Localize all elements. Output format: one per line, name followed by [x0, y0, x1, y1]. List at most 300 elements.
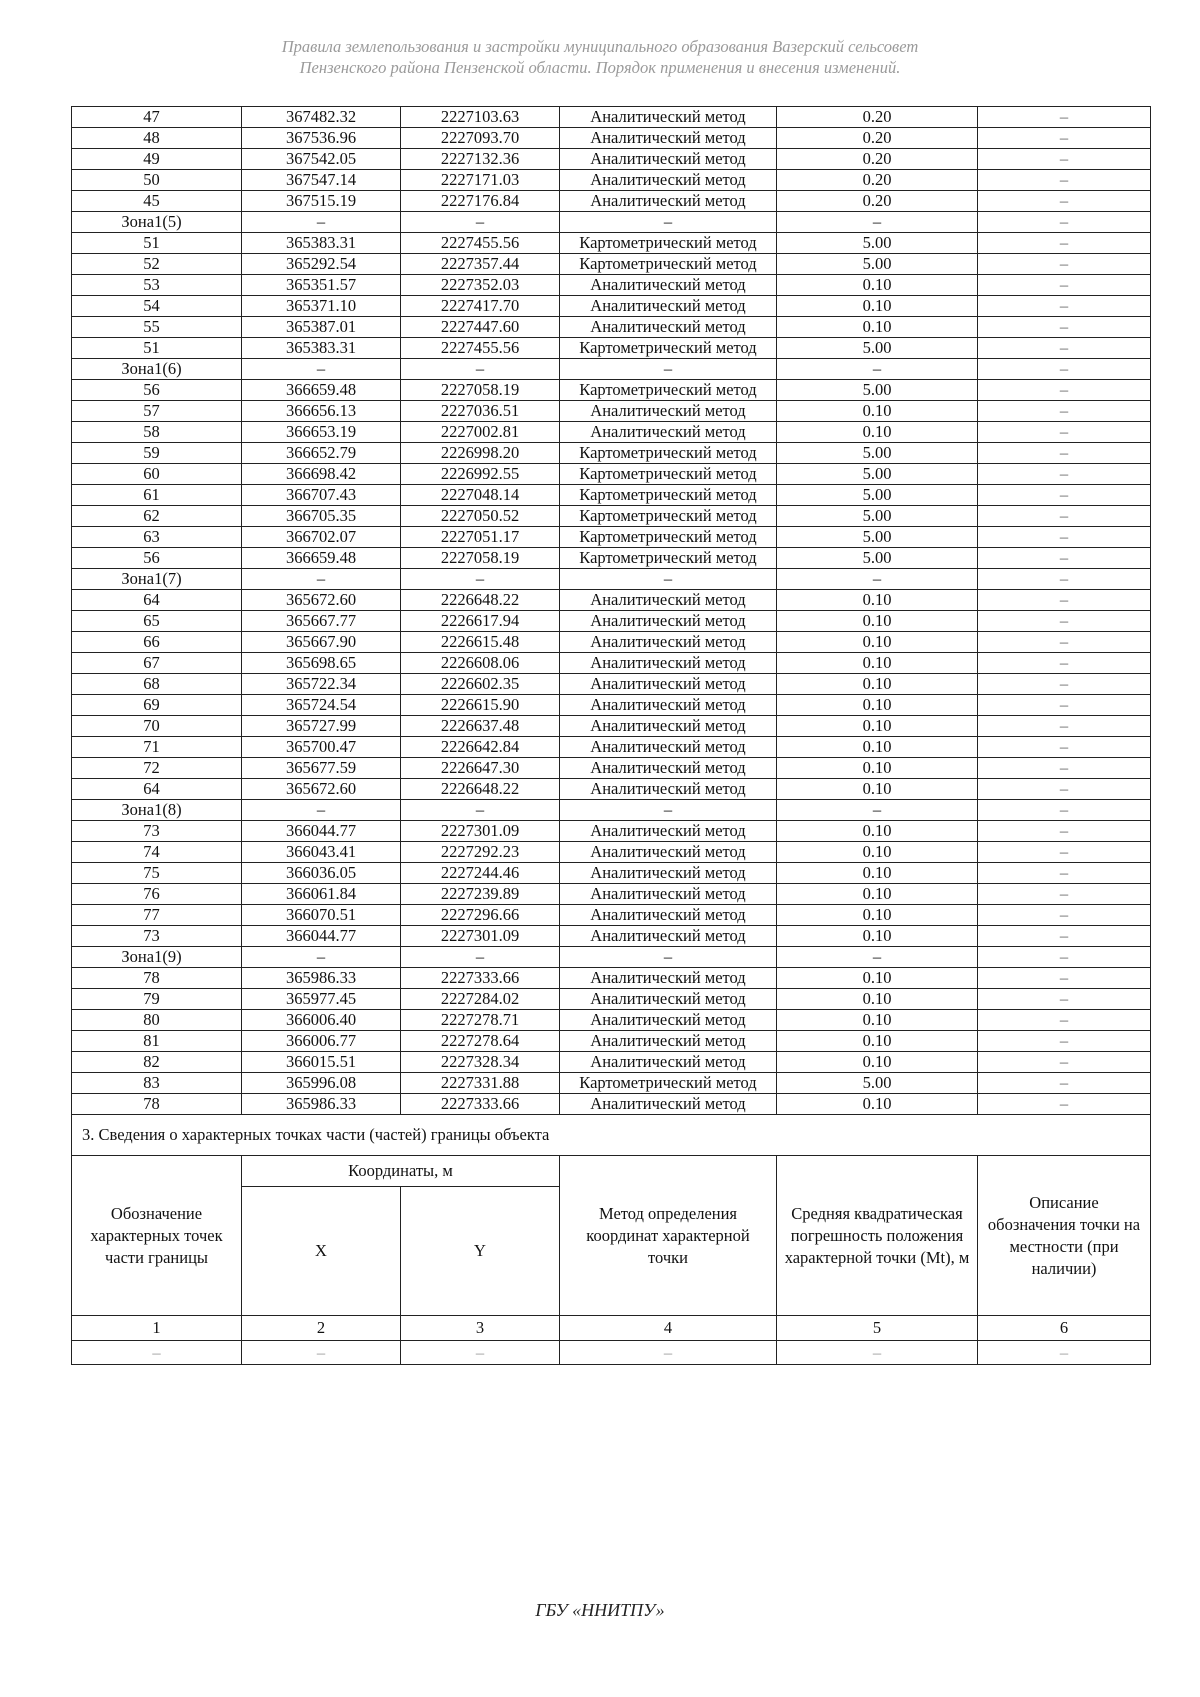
coord-y-cell: 2227058.19 — [401, 548, 560, 569]
table-row — [72, 233, 1151, 254]
table-row — [72, 107, 1151, 128]
description-cell: – — [978, 758, 1151, 779]
coord-x-cell: 366006.77 — [242, 1031, 401, 1052]
coord-x-cell: – — [242, 800, 401, 821]
coord-y-cell: 2226992.55 — [401, 464, 560, 485]
point-id-cell: 79 — [72, 989, 242, 1010]
method-cell: Картометрический метод — [560, 506, 777, 527]
coord-y-cell: – — [401, 212, 560, 233]
description-cell: – — [978, 800, 1151, 821]
error-cell: 5.00 — [777, 443, 978, 464]
description-cell: – — [978, 884, 1151, 905]
description-cell: – — [978, 170, 1151, 191]
coord-y-cell: 2227296.66 — [401, 905, 560, 926]
table-row — [72, 1073, 1151, 1094]
description-cell: – — [978, 611, 1151, 632]
coord-y-cell: 2227447.60 — [401, 317, 560, 338]
point-id-cell: 64 — [72, 779, 242, 800]
description-cell: – — [978, 674, 1151, 695]
error-cell: 0.10 — [777, 590, 978, 611]
description-cell: – — [978, 821, 1151, 842]
description-cell: – — [978, 842, 1151, 863]
method-cell: Аналитический метод — [560, 1094, 777, 1115]
section3-title-row — [72, 1115, 1151, 1156]
method-cell: Аналитический метод — [560, 926, 777, 947]
error-cell: 0.10 — [777, 821, 978, 842]
coord-x-cell: 366061.84 — [242, 884, 401, 905]
coord-x-cell: 365383.31 — [242, 338, 401, 359]
method-cell: Картометрический метод — [560, 443, 777, 464]
method-cell: Аналитический метод — [560, 779, 777, 800]
description-cell: – — [978, 359, 1151, 380]
point-id-cell: 51 — [72, 233, 242, 254]
description-cell: – — [978, 128, 1151, 149]
description-cell: – — [978, 1073, 1151, 1094]
section3-empty-row — [72, 1341, 1151, 1365]
error-cell: 0.10 — [777, 842, 978, 863]
error-cell: 0.10 — [777, 674, 978, 695]
point-id-cell: 68 — [72, 674, 242, 695]
coord-x-cell: 366015.51 — [242, 1052, 401, 1073]
error-cell: 0.20 — [777, 128, 978, 149]
method-cell: Картометрический метод — [560, 1073, 777, 1094]
header-line-1: Правила землепользования и застройки муниципального образования Вазерский сельсовет — [281, 37, 919, 56]
column-number: 1 — [72, 1316, 242, 1341]
point-id-cell: 76 — [72, 884, 242, 905]
header-line-2: Пензенского района Пензенской области. Порядок применения и внесения изменений. — [299, 58, 901, 77]
table-row — [72, 632, 1151, 653]
coord-y-cell: 2226608.06 — [401, 653, 560, 674]
point-id-cell: Зона1(8) — [72, 800, 242, 821]
point-id-cell: Зона1(5) — [72, 212, 242, 233]
table-row — [72, 317, 1151, 338]
method-cell: Картометрический метод — [560, 485, 777, 506]
coord-y-cell: – — [401, 800, 560, 821]
coord-x-cell: 366044.77 — [242, 821, 401, 842]
description-cell: – — [978, 443, 1151, 464]
coord-x-cell: 366702.07 — [242, 527, 401, 548]
error-cell: – — [777, 569, 978, 590]
method-cell: Аналитический метод — [560, 128, 777, 149]
table-row — [72, 254, 1151, 275]
coord-y-cell: 2226648.22 — [401, 590, 560, 611]
error-cell: 0.10 — [777, 758, 978, 779]
method-cell: Аналитический метод — [560, 401, 777, 422]
table-row — [72, 716, 1151, 737]
header-error: Средняя квадратическая погрешность положения характерной точки (Mt), м — [777, 1156, 978, 1316]
method-cell: Аналитический метод — [560, 653, 777, 674]
error-cell: 0.10 — [777, 716, 978, 737]
coord-y-cell: – — [401, 569, 560, 590]
coord-x-cell: 365698.65 — [242, 653, 401, 674]
description-cell: – — [978, 695, 1151, 716]
point-id-cell: 78 — [72, 1094, 242, 1115]
point-id-cell: 72 — [72, 758, 242, 779]
coord-y-cell: 2227301.09 — [401, 821, 560, 842]
table-row — [72, 947, 1151, 968]
coord-y-cell: 2226602.35 — [401, 674, 560, 695]
point-id-cell: 82 — [72, 1052, 242, 1073]
coord-x-cell: 365383.31 — [242, 233, 401, 254]
table-row — [72, 926, 1151, 947]
table-row — [72, 674, 1151, 695]
point-id-cell: Зона1(9) — [72, 947, 242, 968]
description-cell: – — [978, 527, 1151, 548]
error-cell: 0.10 — [777, 737, 978, 758]
coord-x-cell: 366070.51 — [242, 905, 401, 926]
method-cell: Картометрический метод — [560, 380, 777, 401]
description-cell: – — [978, 191, 1151, 212]
coord-y-cell: 2227455.56 — [401, 338, 560, 359]
point-id-cell: 55 — [72, 317, 242, 338]
table-row — [72, 737, 1151, 758]
coord-x-cell: 365351.57 — [242, 275, 401, 296]
table-row — [72, 506, 1151, 527]
description-cell: – — [978, 338, 1151, 359]
column-number: 4 — [560, 1316, 777, 1341]
description-cell: – — [978, 716, 1151, 737]
coord-x-cell: 366043.41 — [242, 842, 401, 863]
coord-y-cell: 2227278.64 — [401, 1031, 560, 1052]
method-cell: Аналитический метод — [560, 758, 777, 779]
method-cell: Аналитический метод — [560, 296, 777, 317]
coord-y-cell: 2227278.71 — [401, 1010, 560, 1031]
point-id-cell: 52 — [72, 254, 242, 275]
table-row — [72, 443, 1151, 464]
point-id-cell: 47 — [72, 107, 242, 128]
table-row — [72, 1010, 1151, 1031]
coord-y-cell: 2227301.09 — [401, 926, 560, 947]
point-id-cell: 61 — [72, 485, 242, 506]
description-cell: – — [978, 149, 1151, 170]
error-cell: – — [777, 800, 978, 821]
table-row — [72, 653, 1151, 674]
table-row — [72, 1094, 1151, 1115]
point-id-cell: 50 — [72, 170, 242, 191]
table-row — [72, 401, 1151, 422]
coord-x-cell: 366698.42 — [242, 464, 401, 485]
point-id-cell: 65 — [72, 611, 242, 632]
point-id-cell: 51 — [72, 338, 242, 359]
error-cell: 0.20 — [777, 191, 978, 212]
table-row — [72, 611, 1151, 632]
coord-y-cell: 2227058.19 — [401, 380, 560, 401]
table-row — [72, 905, 1151, 926]
description-cell: – — [978, 947, 1151, 968]
point-id-cell: 49 — [72, 149, 242, 170]
method-cell: Аналитический метод — [560, 737, 777, 758]
coord-x-cell: 366652.79 — [242, 443, 401, 464]
coord-x-cell: 365727.99 — [242, 716, 401, 737]
point-id-cell: Зона1(7) — [72, 569, 242, 590]
coord-x-cell: 367547.14 — [242, 170, 401, 191]
method-cell: Аналитический метод — [560, 1010, 777, 1031]
error-cell: 0.10 — [777, 1010, 978, 1031]
description-cell: – — [978, 926, 1151, 947]
table-row — [72, 527, 1151, 548]
description-cell: – — [978, 863, 1151, 884]
coord-y-cell: 2227357.44 — [401, 254, 560, 275]
coordinates-table-body — [72, 107, 1151, 1115]
column-number: 3 — [401, 1316, 560, 1341]
description-cell: – — [978, 905, 1151, 926]
table-row — [72, 884, 1151, 905]
description-cell: – — [978, 380, 1151, 401]
empty-cell: – — [401, 1341, 560, 1365]
table-row — [72, 842, 1151, 863]
description-cell: – — [978, 233, 1151, 254]
header-y: Y — [401, 1187, 560, 1316]
error-cell: 5.00 — [777, 1073, 978, 1094]
point-id-cell: 77 — [72, 905, 242, 926]
coord-y-cell: 2227328.34 — [401, 1052, 560, 1073]
coord-y-cell: 2227244.46 — [401, 863, 560, 884]
table-row — [72, 1052, 1151, 1073]
empty-cell: – — [72, 1341, 242, 1365]
coord-x-cell: 366656.13 — [242, 401, 401, 422]
coord-x-cell: 367515.19 — [242, 191, 401, 212]
coord-y-cell: 2227103.63 — [401, 107, 560, 128]
method-cell: Картометрический метод — [560, 527, 777, 548]
coord-y-cell: 2227051.17 — [401, 527, 560, 548]
table-row — [72, 275, 1151, 296]
point-id-cell: 66 — [72, 632, 242, 653]
error-cell: 0.10 — [777, 611, 978, 632]
table-row — [72, 1031, 1151, 1052]
point-id-cell: 56 — [72, 548, 242, 569]
error-cell: 5.00 — [777, 464, 978, 485]
section3-block — [72, 1115, 1151, 1365]
coord-x-cell: 366006.40 — [242, 1010, 401, 1031]
coord-y-cell: 2226617.94 — [401, 611, 560, 632]
point-id-cell: 58 — [72, 422, 242, 443]
method-cell: Аналитический метод — [560, 191, 777, 212]
point-id-cell: 83 — [72, 1073, 242, 1094]
coord-y-cell: 2227050.52 — [401, 506, 560, 527]
coord-x-cell: – — [242, 947, 401, 968]
coord-y-cell: 2227333.66 — [401, 1094, 560, 1115]
coord-x-cell: 365977.45 — [242, 989, 401, 1010]
error-cell: 0.10 — [777, 653, 978, 674]
table-row — [72, 170, 1151, 191]
description-cell: – — [978, 590, 1151, 611]
coord-y-cell: 2226647.30 — [401, 758, 560, 779]
error-cell: 0.10 — [777, 317, 978, 338]
error-cell: – — [777, 212, 978, 233]
table-row — [72, 191, 1151, 212]
coord-y-cell: 2227352.03 — [401, 275, 560, 296]
error-cell: 0.10 — [777, 296, 978, 317]
method-cell: Аналитический метод — [560, 611, 777, 632]
table-row — [72, 590, 1151, 611]
page-header — [0, 36, 1200, 78]
method-cell: Аналитический метод — [560, 275, 777, 296]
point-id-cell: 54 — [72, 296, 242, 317]
point-id-cell: 57 — [72, 401, 242, 422]
coord-x-cell: 365996.08 — [242, 1073, 401, 1094]
error-cell: 0.10 — [777, 401, 978, 422]
method-cell: – — [560, 947, 777, 968]
error-cell: 0.10 — [777, 884, 978, 905]
description-cell: – — [978, 1010, 1151, 1031]
coord-y-cell: 2227417.70 — [401, 296, 560, 317]
point-id-cell: 48 — [72, 128, 242, 149]
empty-cell: – — [978, 1341, 1151, 1365]
method-cell: Аналитический метод — [560, 170, 777, 191]
coord-y-cell: 2227455.56 — [401, 233, 560, 254]
method-cell: Аналитический метод — [560, 695, 777, 716]
empty-cell: – — [560, 1341, 777, 1365]
point-id-cell: 62 — [72, 506, 242, 527]
table-row — [72, 695, 1151, 716]
method-cell: Аналитический метод — [560, 1031, 777, 1052]
error-cell: 0.10 — [777, 863, 978, 884]
method-cell: Аналитический метод — [560, 821, 777, 842]
method-cell: Картометрический метод — [560, 464, 777, 485]
point-id-cell: 75 — [72, 863, 242, 884]
point-id-cell: 73 — [72, 926, 242, 947]
error-cell: 0.10 — [777, 905, 978, 926]
method-cell: Аналитический метод — [560, 632, 777, 653]
coord-y-cell: 2226615.90 — [401, 695, 560, 716]
coord-y-cell: 2227239.89 — [401, 884, 560, 905]
description-cell: – — [978, 1094, 1151, 1115]
coord-x-cell: 367536.96 — [242, 128, 401, 149]
method-cell: Аналитический метод — [560, 968, 777, 989]
coord-x-cell: 365371.10 — [242, 296, 401, 317]
description-cell: – — [978, 254, 1151, 275]
coord-y-cell: 2227333.66 — [401, 968, 560, 989]
table-row — [72, 485, 1151, 506]
description-cell: – — [978, 422, 1151, 443]
header-description: Описание обозначения точки на местности (при наличии) — [978, 1156, 1151, 1316]
method-cell: Аналитический метод — [560, 842, 777, 863]
point-id-cell: 60 — [72, 464, 242, 485]
method-cell: – — [560, 359, 777, 380]
coord-y-cell: 2227176.84 — [401, 191, 560, 212]
description-cell: – — [978, 401, 1151, 422]
coord-y-cell: 2226648.22 — [401, 779, 560, 800]
coord-y-cell: 2227284.02 — [401, 989, 560, 1010]
method-cell: Картометрический метод — [560, 233, 777, 254]
description-cell: – — [978, 632, 1151, 653]
table-row — [72, 128, 1151, 149]
method-cell: Аналитический метод — [560, 317, 777, 338]
description-cell: – — [978, 317, 1151, 338]
error-cell: 0.10 — [777, 989, 978, 1010]
error-cell: 0.20 — [777, 170, 978, 191]
section3-header-row-1 — [72, 1156, 1151, 1187]
error-cell: – — [777, 359, 978, 380]
empty-cell: – — [242, 1341, 401, 1365]
error-cell: 0.10 — [777, 1094, 978, 1115]
coord-x-cell: 365677.59 — [242, 758, 401, 779]
table-row — [72, 296, 1151, 317]
description-cell: – — [978, 212, 1151, 233]
description-cell: – — [978, 1052, 1151, 1073]
description-cell: – — [978, 968, 1151, 989]
method-cell: Аналитический метод — [560, 590, 777, 611]
table-row — [72, 338, 1151, 359]
description-cell: – — [978, 275, 1151, 296]
coord-x-cell: 365667.77 — [242, 611, 401, 632]
method-cell: Аналитический метод — [560, 989, 777, 1010]
method-cell: Картометрический метод — [560, 338, 777, 359]
description-cell: – — [978, 464, 1151, 485]
point-id-cell: 69 — [72, 695, 242, 716]
point-id-cell: 78 — [72, 968, 242, 989]
error-cell: 0.20 — [777, 107, 978, 128]
table-row — [72, 212, 1151, 233]
coord-y-cell: 2226637.48 — [401, 716, 560, 737]
description-cell: – — [978, 653, 1151, 674]
column-number: 5 — [777, 1316, 978, 1341]
error-cell: 0.10 — [777, 1052, 978, 1073]
error-cell: 0.10 — [777, 968, 978, 989]
coord-y-cell: – — [401, 359, 560, 380]
coord-x-cell: 367542.05 — [242, 149, 401, 170]
table-row — [72, 464, 1151, 485]
coord-x-cell: – — [242, 212, 401, 233]
method-cell: Аналитический метод — [560, 716, 777, 737]
header-method: Метод определения координат характерной точки — [560, 1156, 777, 1316]
coordinates-table — [71, 106, 1151, 1365]
table-row — [72, 758, 1151, 779]
method-cell: Аналитический метод — [560, 422, 777, 443]
coord-y-cell: 2227036.51 — [401, 401, 560, 422]
table-row — [72, 548, 1151, 569]
error-cell: 0.10 — [777, 926, 978, 947]
point-id-cell: 45 — [72, 191, 242, 212]
method-cell: Аналитический метод — [560, 884, 777, 905]
point-id-cell: 53 — [72, 275, 242, 296]
description-cell: – — [978, 296, 1151, 317]
error-cell: 5.00 — [777, 380, 978, 401]
coord-y-cell: 2227132.36 — [401, 149, 560, 170]
description-cell: – — [978, 506, 1151, 527]
description-cell: – — [978, 779, 1151, 800]
coord-y-cell: 2226615.48 — [401, 632, 560, 653]
error-cell: 0.10 — [777, 1031, 978, 1052]
coord-x-cell: 366707.43 — [242, 485, 401, 506]
table-row — [72, 821, 1151, 842]
coord-y-cell: 2227048.14 — [401, 485, 560, 506]
method-cell: Картометрический метод — [560, 254, 777, 275]
coord-y-cell: 2227331.88 — [401, 1073, 560, 1094]
coord-x-cell: 366659.48 — [242, 380, 401, 401]
method-cell: Аналитический метод — [560, 1052, 777, 1073]
coord-x-cell: 365986.33 — [242, 968, 401, 989]
point-id-cell: 63 — [72, 527, 242, 548]
coord-x-cell: – — [242, 569, 401, 590]
coord-x-cell: 365387.01 — [242, 317, 401, 338]
point-id-cell: 67 — [72, 653, 242, 674]
point-id-cell: 80 — [72, 1010, 242, 1031]
table-row — [72, 359, 1151, 380]
method-cell: Аналитический метод — [560, 905, 777, 926]
header-designation: Обозначение характерных точек части границы — [72, 1156, 242, 1316]
error-cell: 5.00 — [777, 548, 978, 569]
coord-x-cell: 366659.48 — [242, 548, 401, 569]
method-cell: Картометрический метод — [560, 548, 777, 569]
point-id-cell: 64 — [72, 590, 242, 611]
coord-x-cell: 366044.77 — [242, 926, 401, 947]
table-row — [72, 968, 1151, 989]
point-id-cell: 71 — [72, 737, 242, 758]
coord-y-cell: 2226642.84 — [401, 737, 560, 758]
error-cell: 0.10 — [777, 779, 978, 800]
method-cell: Аналитический метод — [560, 863, 777, 884]
